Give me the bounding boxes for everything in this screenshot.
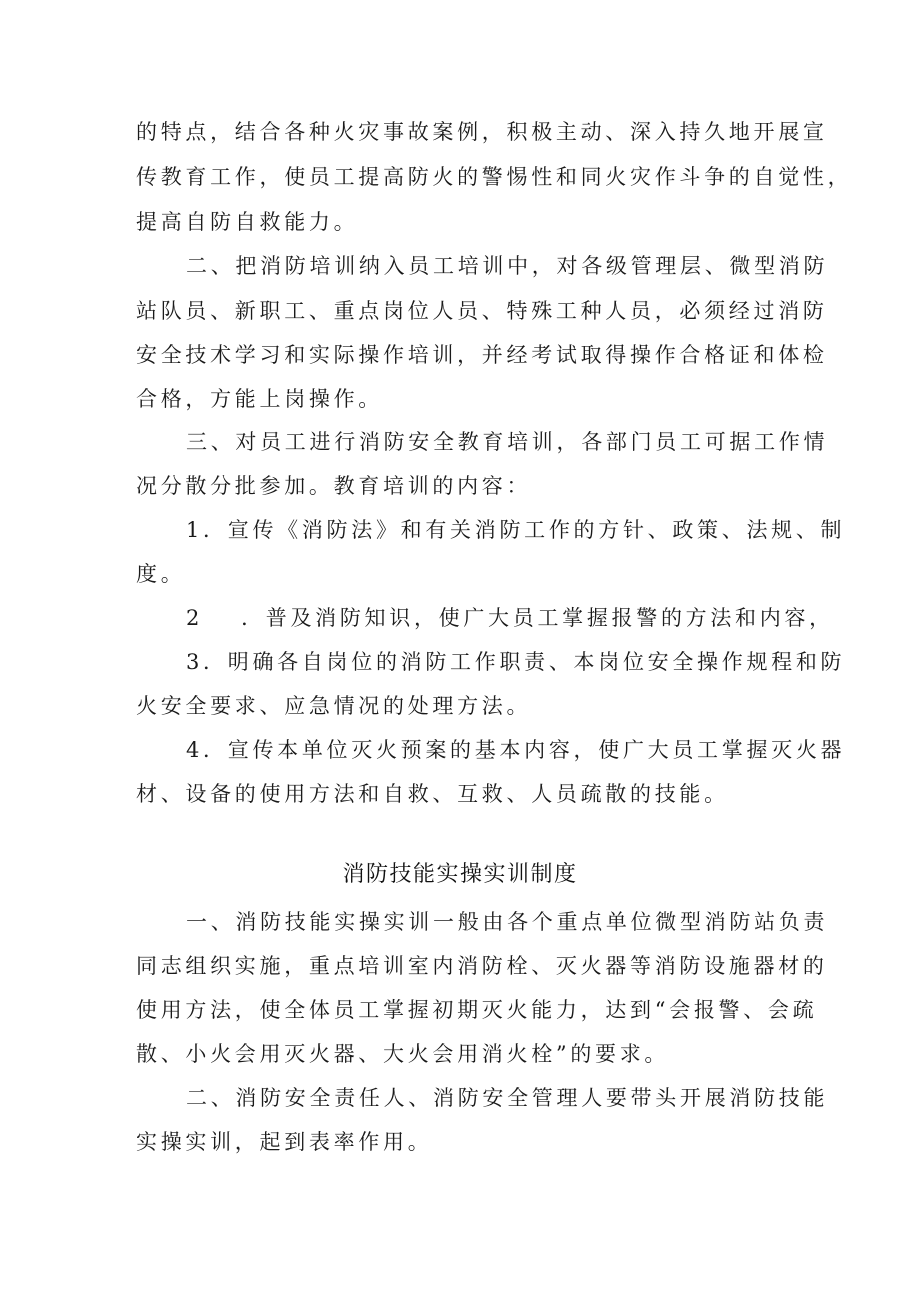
list-item-line: 度。	[136, 562, 186, 586]
paragraph-line: 合格，方能上岗操作。	[136, 387, 383, 411]
paragraph-line: 二、消防安全责任人、消防安全管理人要带头开展消防技能	[186, 1086, 829, 1110]
list-item-number: 2	[186, 606, 204, 630]
section-title: 消防技能实操实训制度	[342, 862, 578, 887]
paragraph-line: 实操实训，起到表率作用。	[136, 1130, 433, 1154]
paragraph-line: 二、把消防培训纳入员工培训中，对各级管理层、微型消防	[186, 254, 829, 278]
list-item-line: 3．明确各自岗位的消防工作职责、本岗位安全操作规程和防	[186, 650, 846, 674]
paragraph-line: 三、对员工进行消防安全教育培训，各部门员工可据工作情	[186, 430, 829, 454]
paragraph-line: 散、小火会用灭火器、大火会用消火栓”的要求。	[136, 1042, 670, 1066]
paragraph-line: 站队员、新职工、重点岗位人员、特殊工种人员，必须经过消防	[136, 299, 828, 323]
paragraph-line: 提高自防自救能力。	[136, 210, 359, 234]
paragraph-line: 使用方法，使全体员工掌握初期灭火能力，达到“会报警、会疏	[136, 998, 818, 1022]
paragraph-line: 况分散分批参加。教育培训的内容：	[136, 474, 532, 498]
paragraph-line: 同志组织实施，重点培训室内消防栓、灭火器等消防设施器材的	[136, 954, 828, 978]
paragraph-line: 的特点，结合各种火灾事故案例，积极主动、深入持久地开展宣	[136, 120, 828, 144]
paragraph-line: 一、消防技能实操实训一般由各个重点单位微型消防站负责	[186, 910, 829, 934]
paragraph-line: 安全技术学习和实际操作培训，并经考试取得操作合格证和体检	[136, 343, 828, 367]
list-item-line	[186, 604, 834, 632]
list-item-line: 材、设备的使用方法和自救、互救、人员疏散的技能。	[136, 782, 729, 806]
list-item-text: ．普及消防知识，使广大员工掌握报警的方法和内容，	[241, 606, 834, 630]
paragraph-line: 传教育工作，使员工提高防火的警惕性和同火灾作斗争的自觉性，	[136, 165, 853, 189]
list-item-line: 1．宣传《消防法》和有关消防工作的方针、政策、法规、制	[186, 518, 846, 542]
list-item-line: 火安全要求、应急情况的处理方法。	[136, 694, 532, 718]
list-item-line: 4．宣传本单位灭火预案的基本内容，使广大员工掌握灭火器	[186, 738, 846, 762]
